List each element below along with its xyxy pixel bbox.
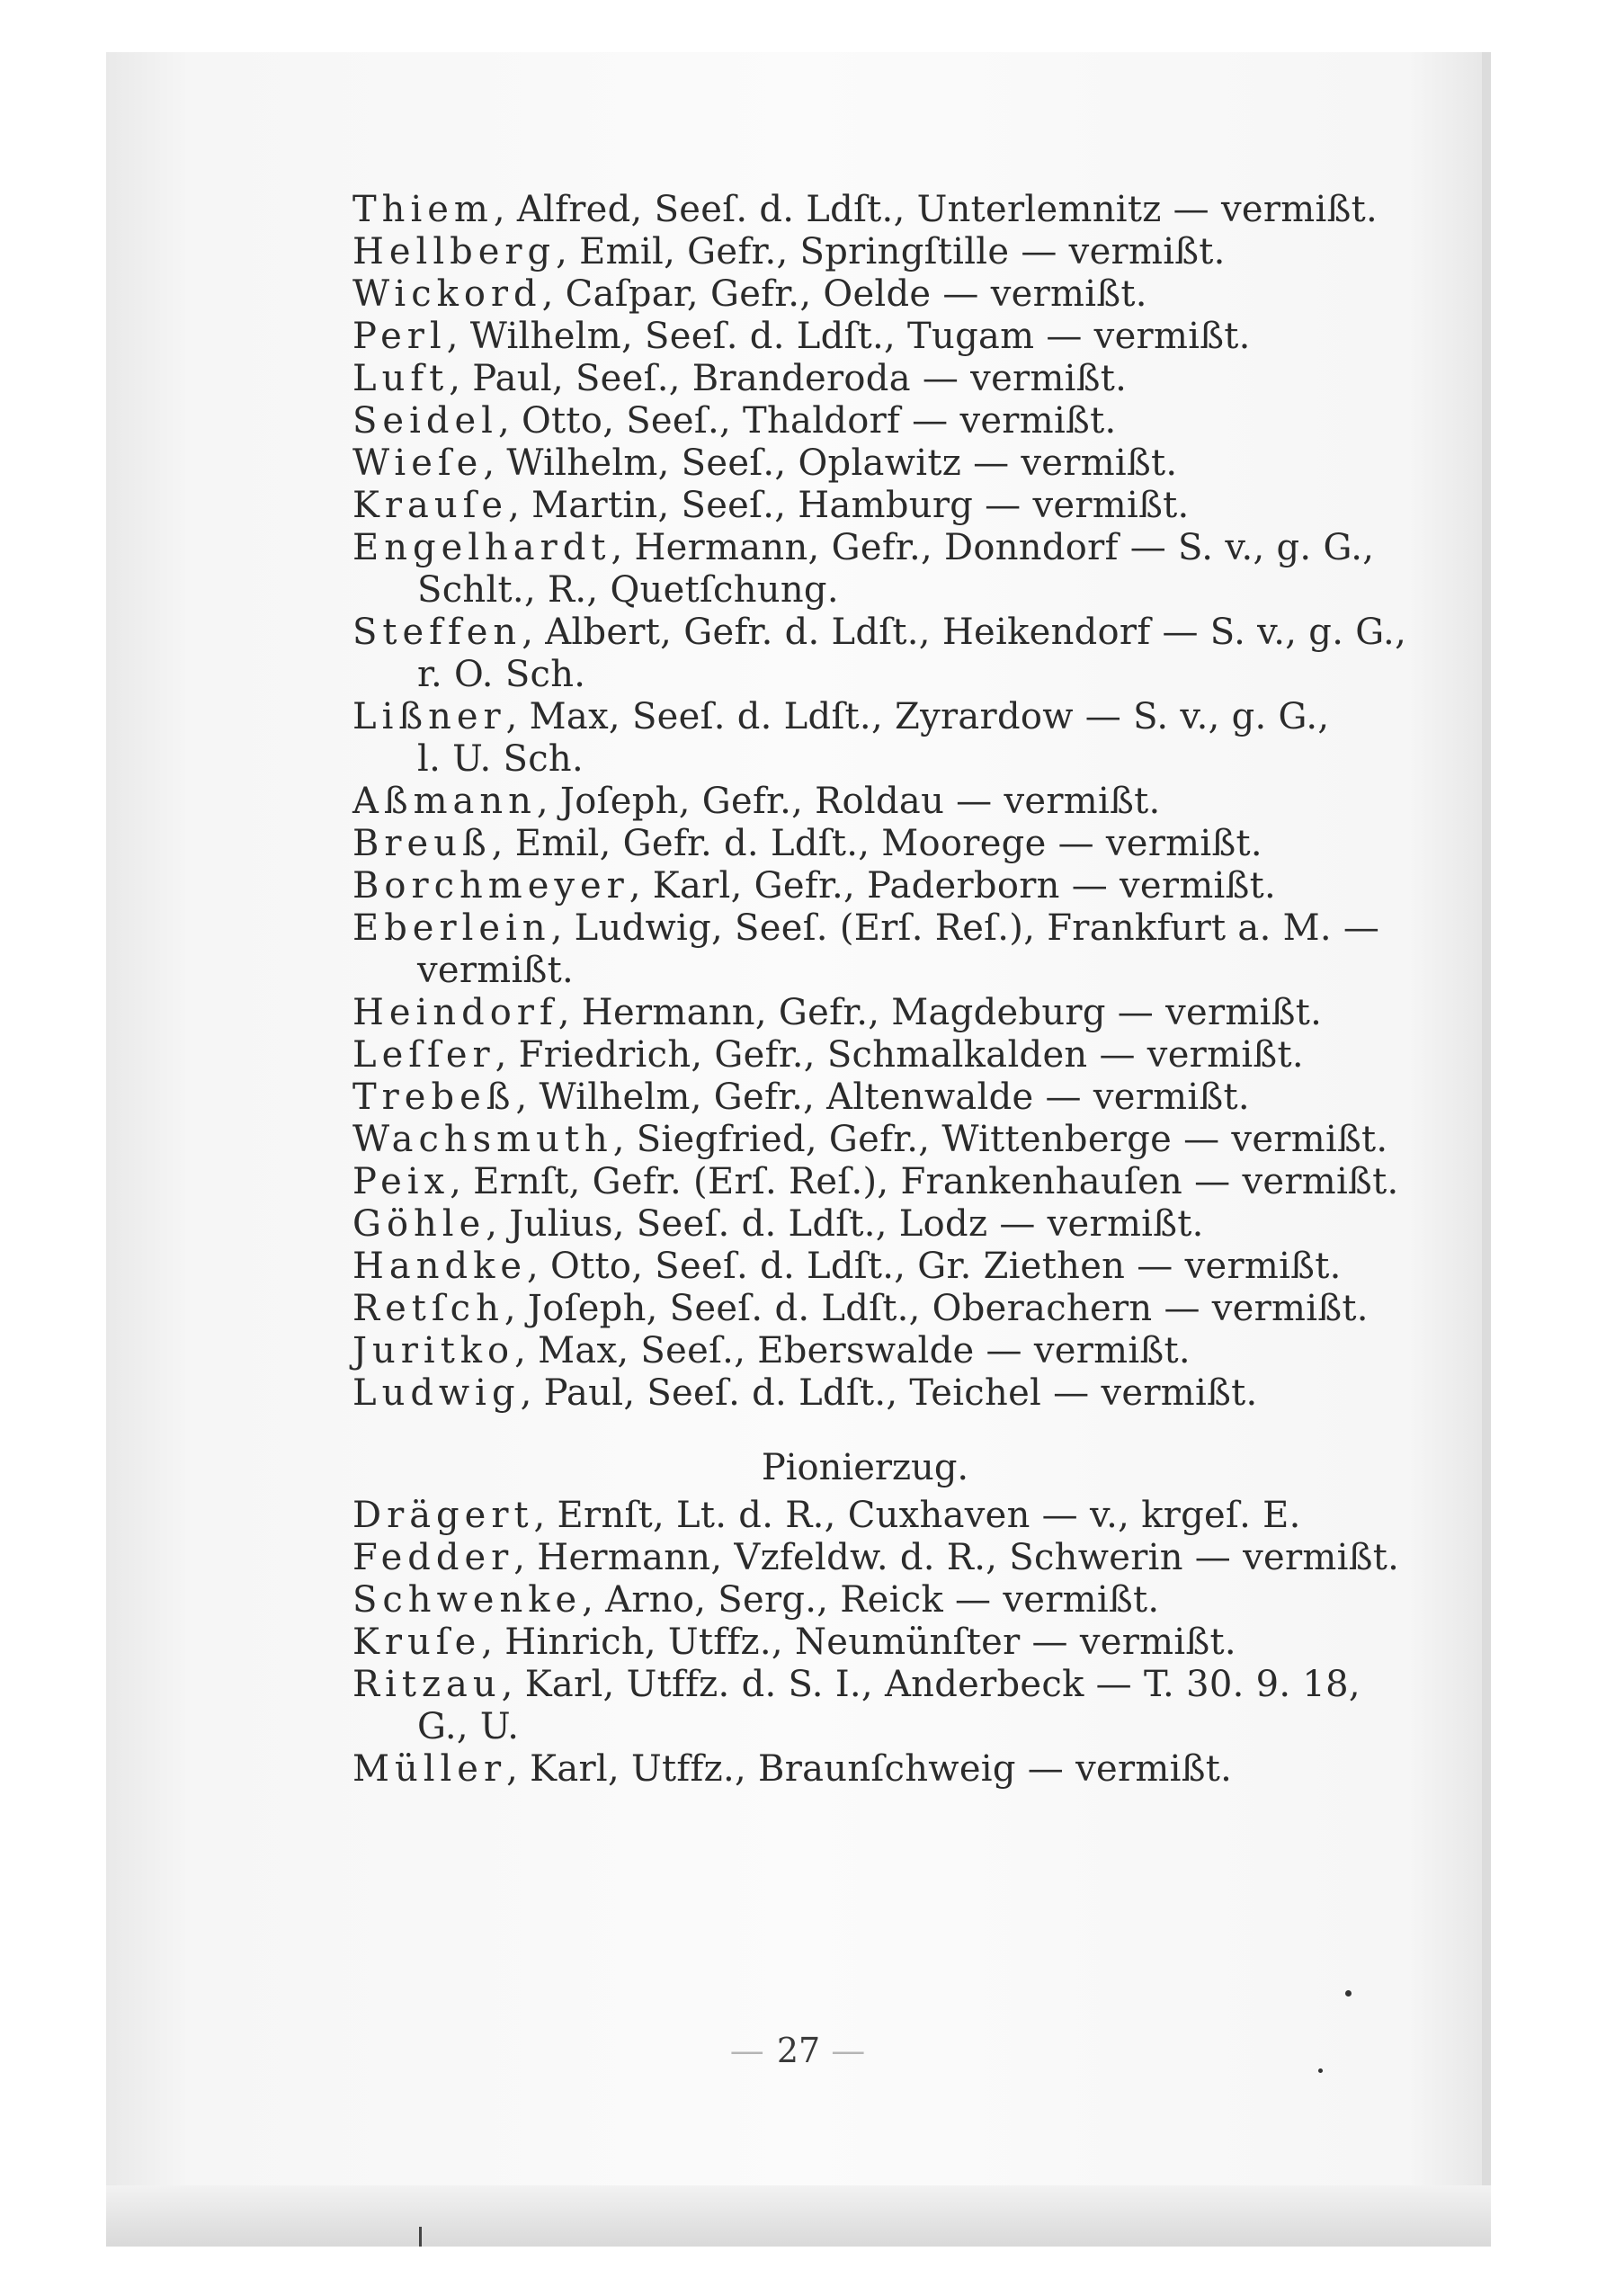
surname: Wieſe [352, 442, 484, 484]
surname: Thiem [352, 189, 494, 230]
surname: Ludwig [352, 1372, 521, 1414]
surname: Wickord [352, 273, 542, 315]
surname: Heindorf [352, 992, 558, 1033]
entry-details: , Albert, Gefr. d. Ldſt., Heikendorf — S. v., g. G., [522, 612, 1407, 653]
list-entry [352, 316, 1378, 358]
surname: Perl [352, 316, 447, 357]
surname: Lißner [352, 696, 506, 737]
list-entry [352, 865, 1378, 907]
speck-mark [1345, 1990, 1352, 1997]
scan-tick-mark [419, 2227, 422, 2247]
entry-details: , Paul, Seeſ., Branderoda — vermißt. [449, 358, 1128, 399]
speck-mark [1318, 2068, 1323, 2073]
list-entry [352, 189, 1378, 231]
scan-right-edge [1482, 52, 1491, 2247]
surname: Drägert [352, 1495, 534, 1536]
list-entry [352, 1288, 1378, 1330]
entry-details: , Siegfried, Gefr., Wittenberge — vermißt. [612, 1119, 1388, 1160]
entry-details: , Emil, Gefr., Springſtille — vermißt. [556, 231, 1226, 272]
surname: Fedder [352, 1537, 514, 1578]
list-entry [352, 527, 1378, 569]
surname: Juritko [352, 1330, 515, 1371]
list-entry [352, 1372, 1378, 1415]
entry-details: , Otto, Seeſ., Thaldorf — vermißt. [497, 400, 1117, 442]
list-entry [352, 358, 1378, 400]
list-entry [352, 1077, 1378, 1119]
page-number [0, 2031, 1597, 2070]
surname: Hellberg [352, 231, 557, 272]
entry-continuation: Schlt., R., Quetſchung. [417, 569, 839, 611]
entry-details: , Hermann, Vzfeldw. d. R., Schwerin — vermißt. [513, 1537, 1400, 1578]
entry-details: , Karl, Gefr., Paderborn — vermißt. [629, 865, 1277, 907]
list-entry [352, 907, 1378, 950]
list-entry [352, 1246, 1378, 1288]
entry-details: , Hermann, Gefr., Magdeburg — vermißt. [558, 992, 1323, 1033]
surname: Müller [352, 1748, 507, 1790]
entry-continuation: l. U. Sch. [417, 738, 584, 780]
entry-details: , Alfred, Seeſ. d. Ldſt., Unterlemnitz — vermißt. [493, 189, 1378, 230]
entry-details: , Wilhelm, Seeſ. d. Ldſt., Tugam — vermißt. [446, 316, 1251, 357]
entry-details: , Ludwig, Seeſ. (Erſ. Reſ.), Frankfurt a. M. — [550, 907, 1380, 949]
surname: Breuß [352, 823, 492, 864]
surname: Aßmann [352, 781, 537, 822]
list-entry [352, 1748, 1378, 1791]
list-entry [352, 1034, 1378, 1077]
surname: Eberlein [352, 907, 551, 949]
list-entry [352, 823, 1378, 865]
entry-details: , Karl, Utffz. d. S. I., Anderbeck — T. 30. 9. 18, [501, 1664, 1361, 1705]
page-number-dash-left: — [729, 2031, 766, 2070]
surname: Steffen [352, 612, 522, 653]
document-page [352, 189, 1407, 1791]
pioneer-list [352, 1495, 1400, 1791]
surname: Seidel [352, 400, 498, 442]
surname: Kruſe [352, 1621, 482, 1663]
list-entry [352, 696, 1378, 738]
page-number-value: 27 [776, 2031, 821, 2070]
page-number-dash-right: — [831, 2031, 868, 2070]
list-entry [352, 1330, 1378, 1372]
surname: Krauſe [352, 485, 509, 526]
entry-details: , Wilhelm, Seeſ., Oplawitz — vermißt. [483, 442, 1178, 484]
list-entry [352, 273, 1378, 316]
entry-details: , Caſpar, Gefr., Oelde — vermißt. [541, 273, 1147, 315]
entry-details: , Martin, Seeſ., Hamburg — vermißt. [508, 485, 1190, 526]
list-entry [352, 612, 1407, 654]
entry-details: , Max, Seeſ. d. Ldſt., Zyrardow — S. v., g. G., [505, 696, 1330, 737]
section-title: Pionierzug. [761, 1447, 969, 1488]
surname: Handke [352, 1246, 528, 1287]
list-entry [352, 400, 1378, 442]
entry-details: , Julius, Seeſ. d. Ldſt., Lodz — vermißt. [486, 1203, 1204, 1245]
entry-details: , Friedrich, Gefr., Schmalkalden — vermißt. [495, 1034, 1304, 1076]
list-entry [352, 1119, 1388, 1161]
list-entry [352, 781, 1378, 823]
casualty-list [352, 189, 1407, 1415]
list-entry [352, 231, 1378, 273]
surname: Göhle [352, 1203, 486, 1245]
surname: Engelhardt [352, 527, 611, 568]
entry-details: , Max, Seeſ., Eberswalde — vermißt. [514, 1330, 1191, 1371]
list-entry [352, 485, 1378, 527]
entry-details: , Paul, Seeſ. d. Ldſt., Teichel — vermißt. [520, 1372, 1258, 1414]
list-entry [352, 442, 1378, 485]
surname: Borchmeyer [352, 865, 629, 907]
list-entry [352, 1664, 1378, 1706]
list-entry [352, 992, 1378, 1034]
list-entry [352, 1203, 1378, 1246]
list-entry [352, 1537, 1400, 1579]
entry-details: , Otto, Seeſ. d. Ldſt., Gr. Ziethen — vermißt. [527, 1246, 1342, 1287]
surname: Luft [352, 358, 450, 399]
surname: Trebeß [352, 1077, 516, 1118]
entry-details: , Hermann, Gefr., Donndorf — S. v., g. G., [611, 527, 1375, 568]
surname: Leſſer [352, 1034, 495, 1076]
list-entry [352, 1161, 1399, 1203]
list-entry [352, 1495, 1378, 1537]
entry-details: , Ernſt, Lt. d. R., Cuxhaven — v., krgeſ. E. [533, 1495, 1301, 1536]
entry-continuation: G., U. [417, 1706, 520, 1747]
surname: Ritzau [352, 1664, 502, 1705]
surname: Peix [352, 1161, 451, 1202]
entry-details: , Arno, Serg., Reick — vermißt. [582, 1579, 1160, 1621]
entry-details: , Joſeph, Seeſ. d. Ldſt., Oberachern — vermißt. [504, 1288, 1369, 1329]
entry-details: , Ernſt, Gefr. (Erſ. Reſ.), Frankenhauſen — vermißt. [450, 1161, 1399, 1202]
surname: Retſch [352, 1288, 504, 1329]
surname: Schwenke [352, 1579, 583, 1621]
entry-continuation: vermißt. [417, 950, 575, 991]
surname: Wachsmuth [352, 1119, 613, 1160]
entry-details: , Joſeph, Gefr., Roldau — vermißt. [536, 781, 1161, 822]
entry-details: , Emil, Gefr. d. Ldſt., Moorege — vermißt. [491, 823, 1262, 864]
entry-details: , Karl, Utffz., Braunſchweig — vermißt. [506, 1748, 1233, 1790]
entry-details: , Hinrich, Utffz., Neumünſter — vermißt. [481, 1621, 1236, 1663]
entry-details: , Wilhelm, Gefr., Altenwalde — vermißt. [515, 1077, 1250, 1118]
scan-bottom-band [106, 2185, 1491, 2247]
list-entry [352, 1579, 1378, 1621]
entry-continuation: r. O. Sch. [417, 654, 586, 695]
list-entry [352, 1621, 1378, 1664]
